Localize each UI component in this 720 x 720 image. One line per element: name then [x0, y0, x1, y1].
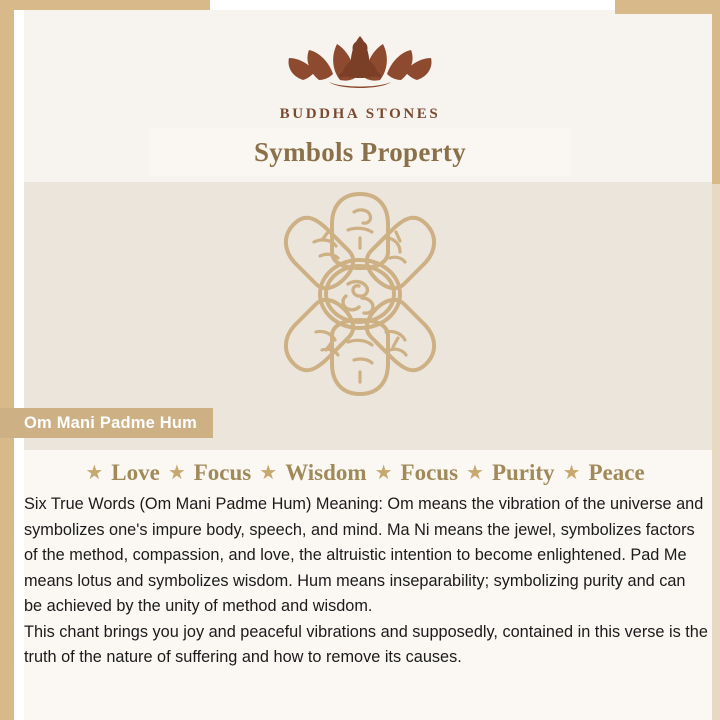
- keyword-purity: Purity: [491, 460, 555, 485]
- page-title-bar: [150, 128, 570, 176]
- keyword-love: Love: [111, 460, 160, 485]
- brand-name: BUDDHA STONES: [279, 106, 441, 122]
- page-title: Symbols Property: [253, 136, 467, 167]
- keyword-focus-1: Focus: [193, 460, 252, 485]
- keyword-peace: Peace: [588, 460, 645, 485]
- star-icon: ★: [562, 462, 581, 484]
- star-icon: ★: [374, 462, 393, 484]
- keyword-list: [24, 460, 712, 486]
- description-text: [24, 492, 712, 671]
- star-icon: ★: [466, 462, 484, 484]
- star-icon: ★: [259, 462, 278, 484]
- frame-corner-top-left: [0, 0, 210, 10]
- keyword-focus-2: Focus: [400, 460, 459, 485]
- om-mani-padme-hum-mandala-icon: [236, 186, 484, 402]
- description-paragraph-1: Six True Words (Om Mani Padme Hum) Meaning: Om means the vibration of the universe and symbolizes one's impure body, speech, and mind. Ma Ni means the jewel, symbolizes factors of the method, compassion, and love, the altruistic intention to become enlightened. Pad Me means lotus and symbolizes wisdom. Hum means inseparability; symbolizing purity and can be achieved by the unity of method and wisdom.: [24, 495, 704, 615]
- lotus-meditation-icon: [285, 18, 435, 100]
- symbol-name-label: Om Mani Padme Hum: [24, 413, 198, 432]
- mandala-illustration: [0, 186, 720, 407]
- frame-corner-top-right: [615, 0, 720, 14]
- star-icon: ★: [167, 462, 186, 484]
- star-icon: ★: [85, 462, 104, 484]
- brand-logo: [0, 18, 720, 123]
- symbol-name-ribbon: [0, 408, 213, 438]
- description-paragraph-2: This chant brings you joy and peaceful vibrations and supposedly, contained in this verse is the truth of the nature of suffering and how to remove its causes.: [24, 622, 708, 666]
- keyword-wisdom: Wisdom: [285, 460, 367, 485]
